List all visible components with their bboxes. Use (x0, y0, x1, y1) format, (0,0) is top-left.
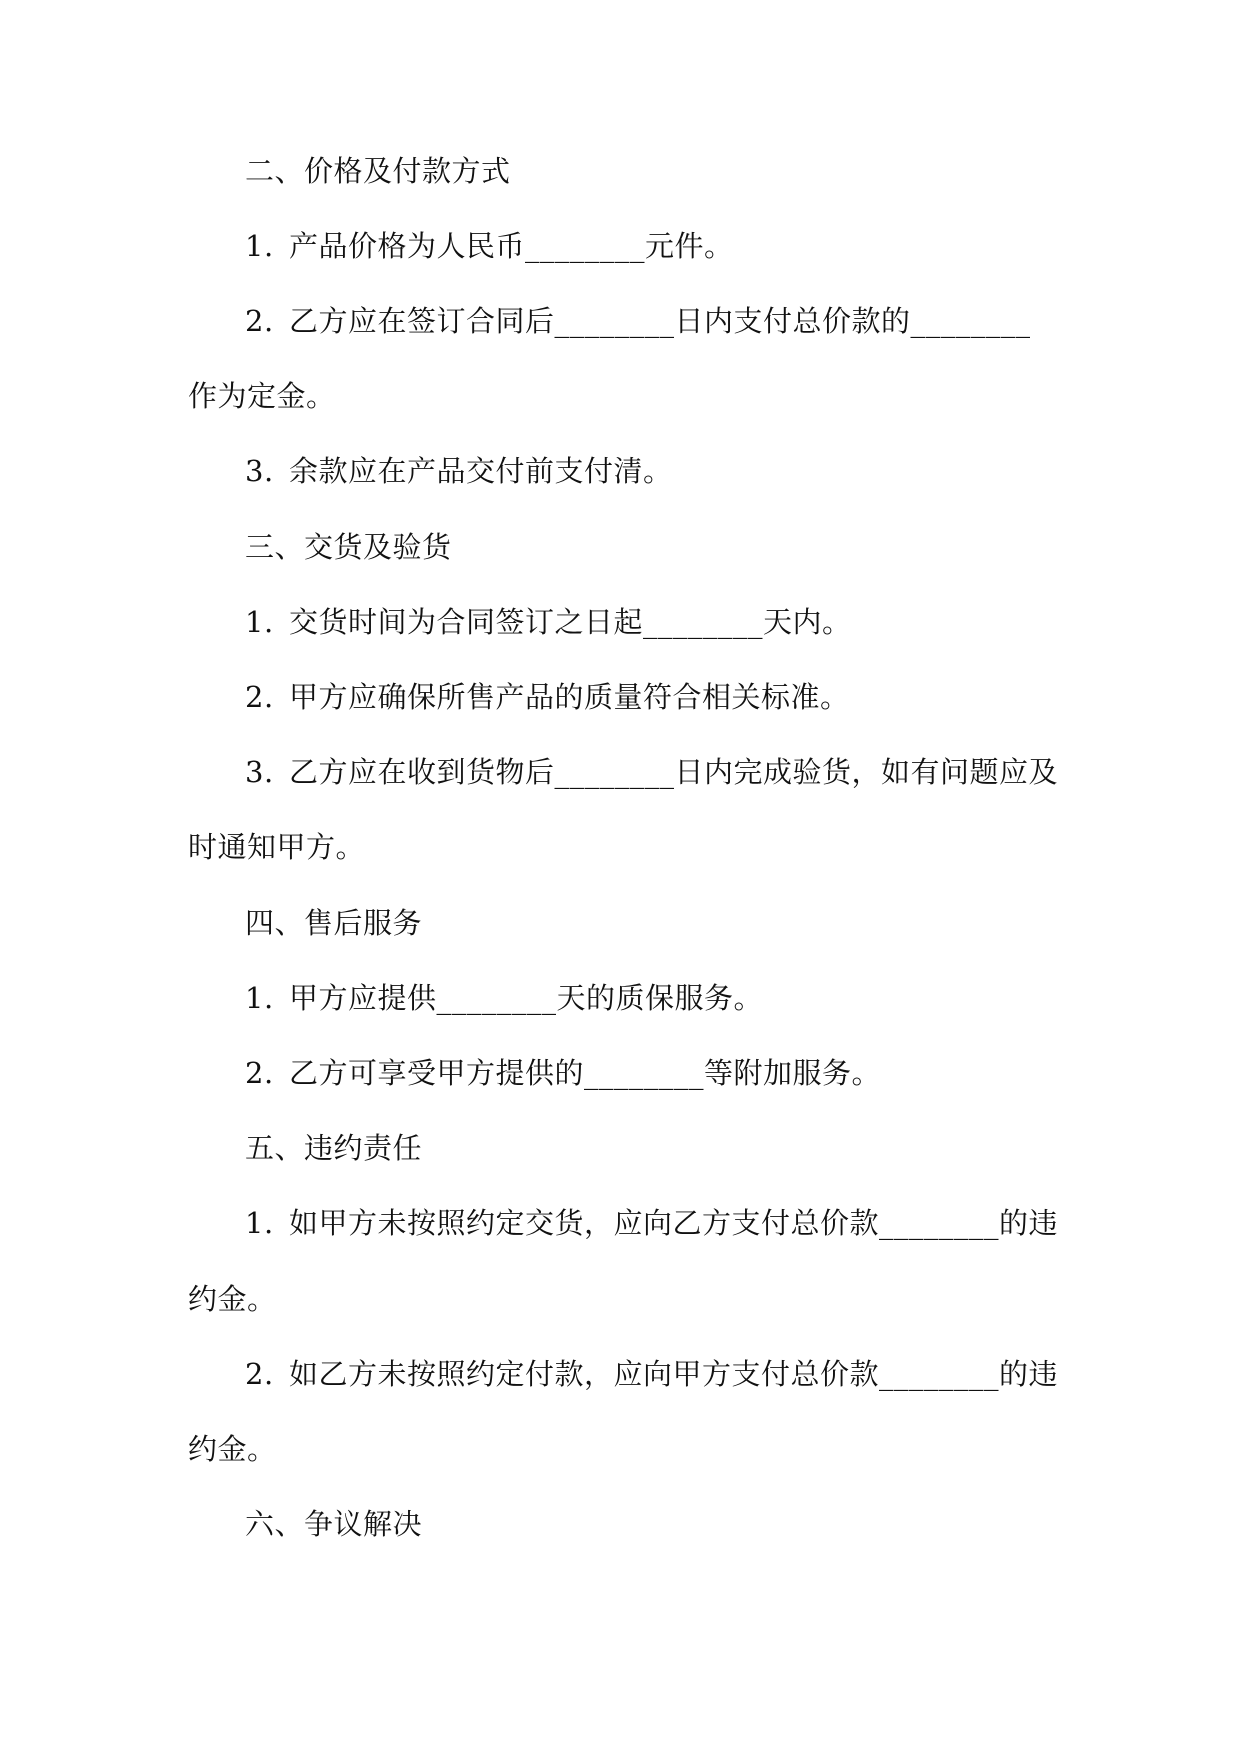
item-text: 乙方应在收到货物后________日内完成验货，如有问题应及 (289, 755, 1059, 789)
item-text: 甲方应提供________天的质保服务。 (289, 981, 764, 1015)
item-continuation: 约金。 (188, 1282, 277, 1316)
list-item (245, 980, 763, 1016)
item-text: 产品价格为人民币________元件。 (289, 229, 734, 263)
list-item (245, 1356, 1058, 1392)
item-number: 2. (245, 1056, 274, 1090)
item-number: 3. (245, 454, 274, 488)
item-text: 交货时间为合同签订之日起________天内。 (289, 605, 852, 639)
item-number: 1. (245, 981, 274, 1015)
section-heading-after-sales: 四、售后服务 (245, 906, 423, 940)
item-number: 1. (245, 605, 274, 639)
section-heading-dispute-resolution: 六、争议解决 (245, 1507, 423, 1541)
item-number: 1. (245, 229, 274, 263)
section-heading-breach-liability: 五、违约责任 (245, 1131, 423, 1165)
list-item (245, 1055, 881, 1091)
item-number: 1. (245, 1206, 274, 1240)
item-text: 余款应在产品交付前支付清。 (289, 454, 673, 488)
list-item (245, 679, 850, 715)
list-item (245, 604, 852, 640)
list-item (245, 453, 673, 489)
list-item (245, 228, 734, 264)
item-continuation: 时通知甲方。 (188, 830, 366, 864)
item-text: 如甲方未按照约定交货，应向乙方支付总价款________的违 (289, 1206, 1059, 1240)
list-item (245, 303, 1031, 339)
item-text: 甲方应确保所售产品的质量符合相关标准。 (289, 680, 850, 714)
item-continuation: 约金。 (188, 1432, 277, 1466)
item-number: 2. (245, 680, 274, 714)
item-continuation: 作为定金。 (188, 379, 336, 413)
item-text: 乙方应在签订合同后________日内支付总价款的________ (289, 304, 1031, 338)
item-text: 如乙方未按照约定付款，应向甲方支付总价款________的违 (289, 1357, 1059, 1391)
list-item (245, 1205, 1058, 1241)
item-number: 3. (245, 755, 274, 789)
item-number: 2. (245, 304, 274, 338)
section-heading-price-payment: 二、价格及付款方式 (245, 154, 511, 188)
section-heading-delivery-inspection: 三、交货及验货 (245, 530, 452, 564)
item-text: 乙方可享受甲方提供的________等附加服务。 (289, 1056, 882, 1090)
item-number: 2. (245, 1357, 274, 1391)
list-item (245, 754, 1058, 790)
